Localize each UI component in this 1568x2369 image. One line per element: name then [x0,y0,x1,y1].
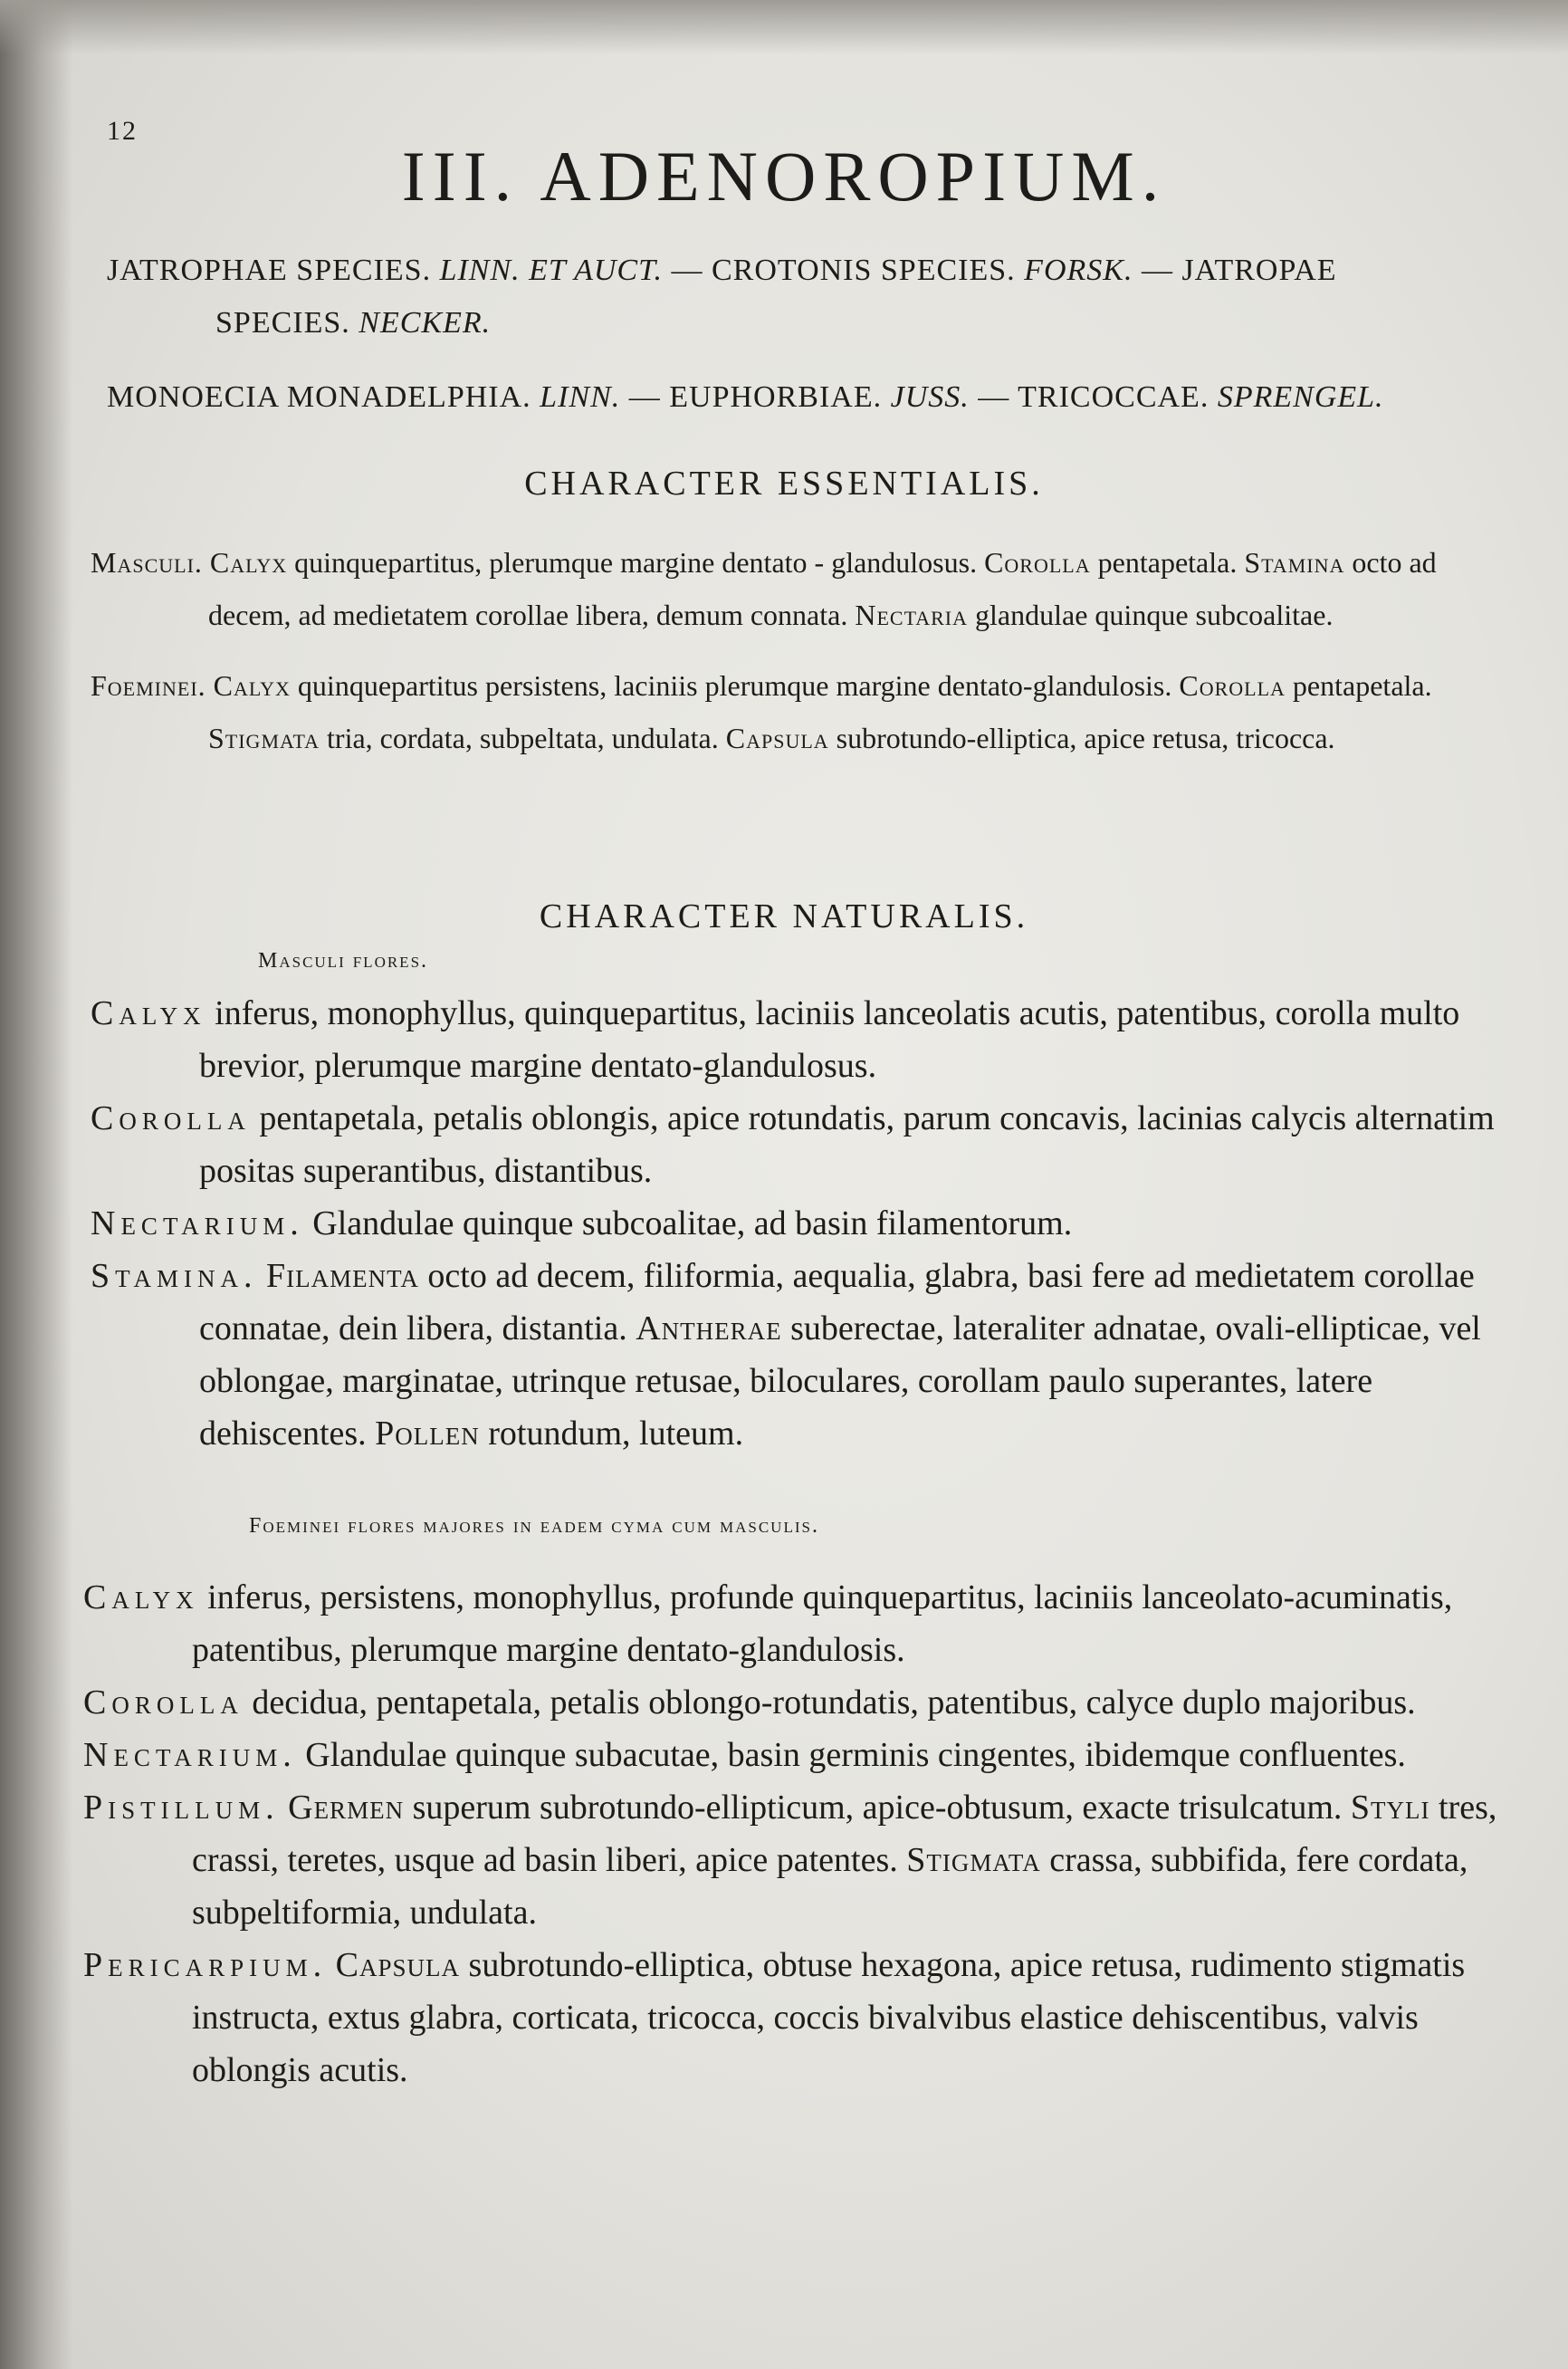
text-run: Stamina [1244,546,1345,579]
synonymy-line-1 [107,245,1519,350]
text-run: LINN. ET AUCT. [439,254,663,287]
female-pericarpium-paragraph [83,1939,1505,2096]
text-run: subrotundo-elliptica, apice retusa, tricocca. [828,722,1335,754]
text-run: suberectae, lateraliter adnatae, ovali-ellipticae, vel oblongae, marginatae, utrinque retusae, biloculares, corollam paulo superantes, latere dehiscentes. [199,1309,1481,1453]
text-run: NECKER. [359,306,492,340]
male-flowers-subheading: Masculi flores. [258,949,429,973]
male-nectarium-paragraph [91,1197,1512,1250]
text-run: octo ad decem, filiformia, aequalia, glabra, basi fere ad medietatem corollae connatae, dein libera, distantia. [199,1257,1475,1348]
text-run: Stamina. [91,1257,258,1295]
text-run [206,669,214,702]
male-calyx-paragraph [91,987,1512,1092]
text-run: Calyx [91,994,206,1032]
text-run: Nectaria [855,599,969,631]
page-title: III. ADENOROPIUM. [401,137,1167,216]
text-run: — TRICOCCAE. [969,380,1218,414]
text-run: inferus, monophyllus, quinquepartitus, laciniis lanceolatis acutis, patentibus, corolla multo brevior, plerumque margine dentato-glandulosus. [199,994,1460,1085]
text-run: Filamenta [265,1257,419,1295]
text-run: tria, cordata, subpeltata, undulata. [320,722,726,754]
text-run: octo ad decem, ad medietatem corollae libera, demum connata. [208,546,1437,631]
character-naturalis-heading: CHARACTER NATURALIS. [539,897,1029,935]
text-run: Corolla [83,1683,244,1722]
text-run: quinquepartitus, plerumque margine dentato - glandulosus. [287,546,985,579]
female-flowers-section [83,1571,1505,2096]
character-essentialis-section [91,536,1512,782]
text-run: Pollen [375,1415,480,1453]
text-run: Pericarpium. [83,1946,328,1984]
text-run: JATROPHAE SPECIES. [107,254,440,287]
text-run: Nectarium. [83,1736,297,1774]
text-run: inferus, persistens, monophyllus, profunde quinquepartitus, laciniis lanceolato-acuminatis, patentibus, plerumque margine dentato-glandulosis. [192,1578,1453,1669]
text-run: Pistillum. [83,1789,280,1827]
text-run: Glandulae quinque subcoalitae, ad basin filamentorum. [303,1204,1073,1242]
text-run: Foeminei. [91,669,206,702]
text-run: subrotundo-elliptica, obtuse hexagona, apice retusa, rudimento stigmatis instructa, extus glabra, corticata, tricocca, coccis bivalvibus elastice dehiscentibus, valvis oblongis acutis. [192,1946,1466,2089]
text-run [257,1257,266,1295]
text-run: — CROTONIS SPECIES. [663,254,1025,287]
male-corolla-paragraph [91,1092,1512,1197]
male-stamina-paragraph [91,1250,1512,1460]
text-run: Antherae [636,1309,782,1348]
text-run: Capsula [725,722,829,754]
text-run: Calyx [209,546,288,579]
female-calyx-paragraph [83,1571,1505,1676]
synonymy-line-1-main [107,245,1519,297]
page-gutter-shadow [0,0,72,2369]
page-number: 12 [107,116,138,146]
text-run: Nectarium. [91,1204,304,1242]
text-run: quinquepartitus persistens, laciniis plerumque margine dentato-glandulosis. [290,669,1180,702]
text-run: Calyx [213,669,291,702]
text-run: Germen [288,1789,405,1827]
text-run: Styli [1350,1789,1430,1827]
female-corolla-paragraph [83,1676,1505,1729]
text-run: pentapetala. [1090,546,1245,579]
text-run: Glandulae quinque subacutae, basin germinis cingentes, ibidemque confluentes. [296,1736,1406,1774]
text-run: Corolla [91,1099,251,1137]
text-run: tres, crassi, teretes, usque ad basin liberi, apice patentes. [192,1789,1497,1879]
synonymy-line-2 [107,371,1519,424]
character-essentialis-heading: CHARACTER ESSENTIALIS. [524,465,1044,503]
synonymy-line-1-continuation [107,297,1519,350]
female-pistillum-paragraph [83,1781,1505,1939]
text-run: pentapetala. [1285,669,1432,702]
text-run: — JATROPAE [1133,254,1337,287]
male-flowers-section [91,987,1512,1460]
text-run: MONOECIA MONADELPHIA. [107,380,540,414]
text-run: JUSS. [890,380,970,414]
text-run: superum subrotundo-ellipticum, apice-obtusum, exacte trisulcatum. [404,1789,1351,1827]
text-run: Corolla [984,546,1091,579]
text-run: Capsula [335,1946,461,1984]
text-run: Masculi. [91,546,203,579]
text-run: rotundum, luteum. [479,1415,744,1453]
page-top-shadow [0,0,1568,54]
essentialis-male-paragraph [91,536,1512,641]
text-run [280,1789,289,1827]
text-run: SPECIES. [215,306,359,340]
text-run: Stigmata [906,1841,1041,1879]
text-run [327,1946,336,1984]
text-run [203,546,210,579]
text-run: decidua, pentapetala, petalis oblongo-rotundatis, patentibus, calyce duplo majoribus. [243,1683,1416,1722]
text-run: crassa, subbifida, fere cordata, subpeltiformia, undulata. [192,1841,1468,1932]
female-flowers-subheading: Foeminei flores majores in eadem cyma cum masculis. [249,1514,819,1538]
text-run: Corolla [1179,669,1286,702]
text-run: glandulae quinque subcoalitae. [968,599,1334,631]
text-run: Calyx [83,1578,199,1616]
text-run: Stigmata [208,722,320,754]
text-run: LINN. [540,380,621,414]
text-run: FORSK. [1024,254,1133,287]
text-run: pentapetala, petalis oblongis, apice rotundatis, parum concavis, lacinias calycis alternatim positas superantibus, distantibus. [199,1099,1495,1190]
text-run: — EUPHORBIAE. [620,380,891,414]
female-nectarium-paragraph [83,1729,1505,1781]
text-run: SPRENGEL. [1217,380,1384,414]
essentialis-female-paragraph [91,659,1512,764]
